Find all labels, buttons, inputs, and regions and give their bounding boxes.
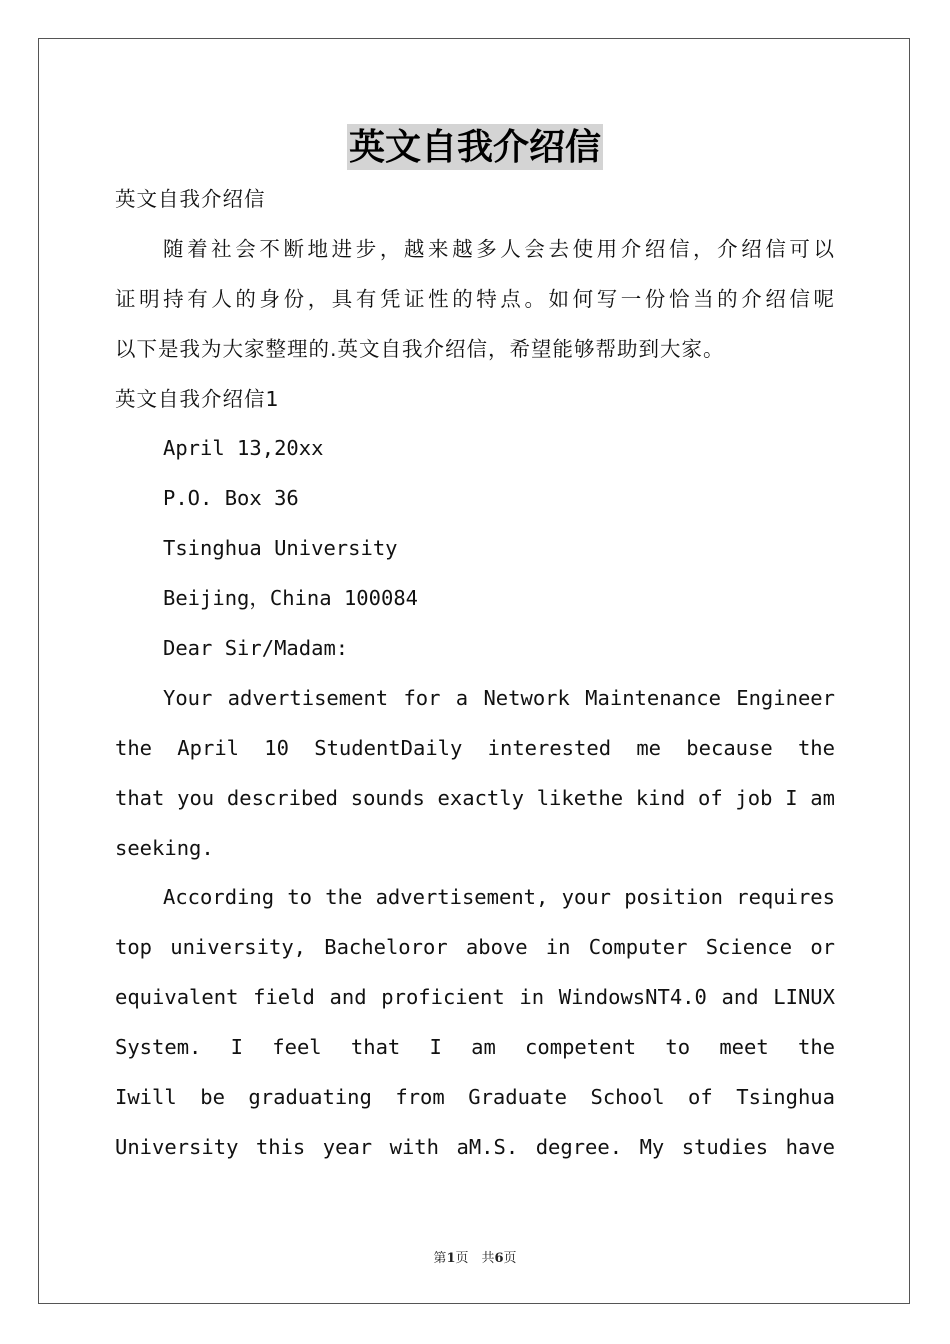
body-line: 英文自我介绍信1 (115, 386, 280, 411)
body-line: Iwill be graduating from Graduate School of Tsinghua (115, 1085, 835, 1110)
body-line: P.O. Box 36 (163, 486, 299, 511)
body-line: that you described sounds exactly likethe kind of job I am (115, 785, 835, 810)
body-line: equivalent field and proficient in WindowsNT4.0 and LINUX (115, 985, 835, 1010)
body-line: 证明持有人的身份，具有凭证性的特点。如何写一份恰当的介绍信呢 (115, 286, 835, 311)
document-body (115, 175, 835, 1173)
body-line: Your advertisement for a Network Maintenance Engineer (163, 685, 835, 710)
title-wrap (0, 124, 950, 170)
footer-mid: 页 共 (455, 1251, 495, 1266)
body-line: According to the advertisement, your position requires (163, 885, 835, 910)
body-line: 英文自我介绍信 (115, 187, 266, 211)
body-line: seeking. (115, 835, 214, 860)
body-line: University this year with aM.S. degree. My studies have (115, 1134, 835, 1159)
body-line: System. I feel that I am competent to meet the (115, 1035, 835, 1060)
body-line: Dear Sir/Madam: (163, 636, 349, 661)
footer-suffix: 页 (503, 1251, 517, 1266)
body-line: top university, Bacheloror above in Computer Science or (115, 935, 835, 960)
page-footer (0, 1247, 950, 1266)
body-line: Beijing，China 100084 (163, 586, 418, 611)
footer-page-total: 6 (494, 1251, 504, 1266)
body-line: 以下是我为大家整理的.英文自我介绍信，希望能够帮助到大家。 (115, 336, 725, 361)
document-title: 英文自我介绍信 (348, 126, 601, 168)
body-line: the April 10 StudentDaily interested me because the (115, 735, 835, 760)
footer-page-current: 1 (446, 1251, 456, 1266)
body-line: April 13,20xx (163, 436, 324, 461)
body-line: Tsinghua University (163, 536, 398, 561)
footer-prefix: 第 (433, 1251, 447, 1266)
body-line: 随着社会不断地进步，越来越多人会去使用介绍信，介绍信可以 (163, 236, 835, 261)
